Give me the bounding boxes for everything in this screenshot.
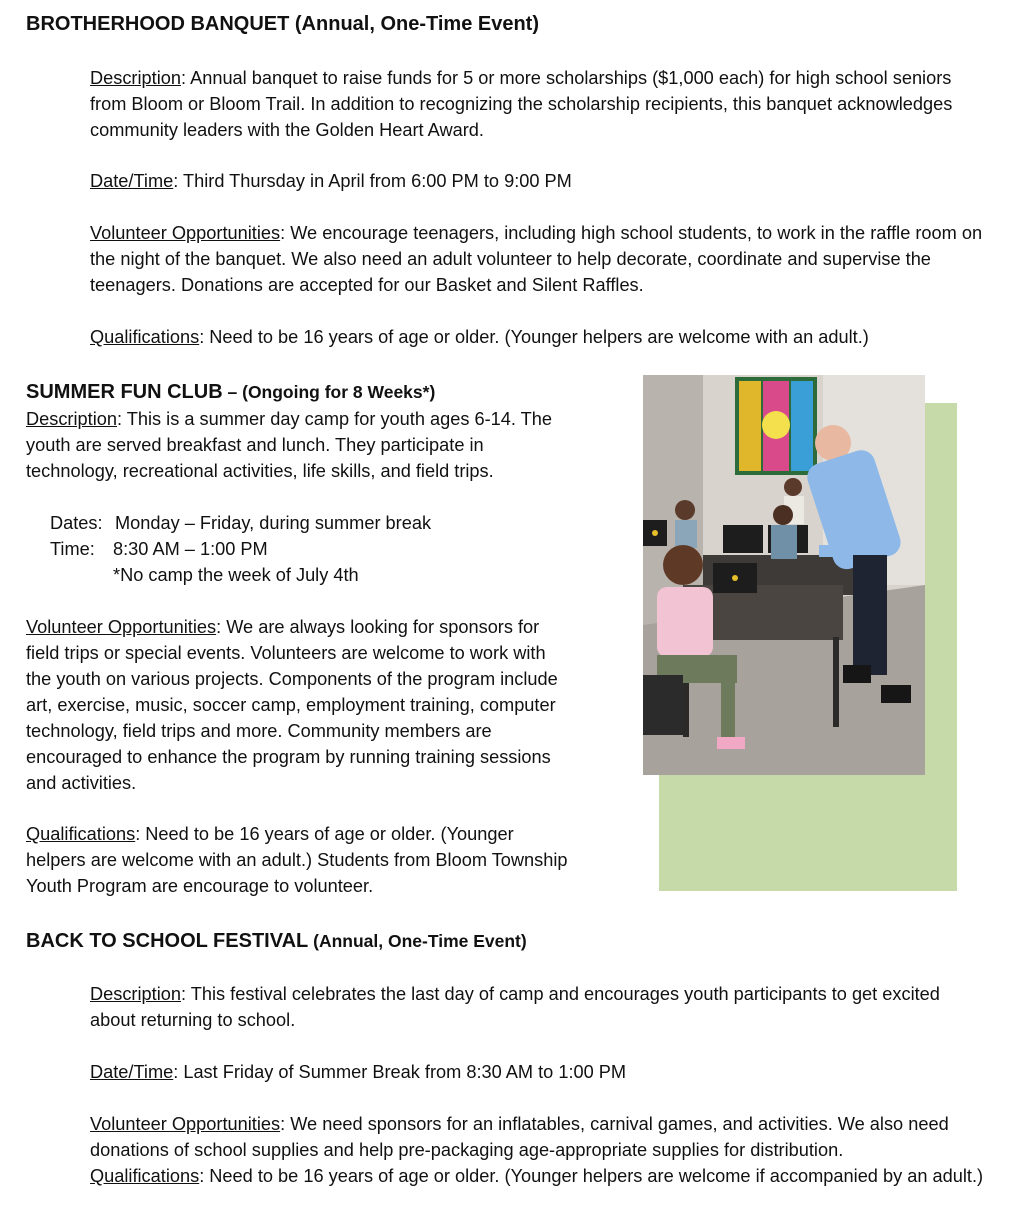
banquet-qualifications-text: : Need to be 16 years of age or older. (Younger helpers are welcome with an adult.): [199, 327, 869, 347]
festival-description-text: : This festival celebrates the last day of camp and encourages youth participants to get excited about returning to school.: [90, 984, 940, 1030]
summer-description: [26, 406, 571, 484]
banquet-description-text: : Annual banquet to raise funds for 5 or more scholarships ($1,000 each) for high school seniors from Bloom or Bloom Trail. In addition to recognizing the scholarship recipients, this banquet acknowledges community leaders with the Golden Heart Award.: [90, 68, 953, 140]
summer-description-label: Description: [26, 409, 117, 429]
summer-volunteer-text: : We are always looking for sponsors for field trips or special events. Volunteers are welcome to work with the youth on various projects. Components of the program include art, exercise, music, soccer camp, employment training, computer technology, field trips and more. Community members are encouraged to enhance the program by running training sessions and activities.: [26, 617, 558, 793]
banquet-volunteer: [90, 220, 990, 298]
summer-qualifications-label: Qualifications: [26, 824, 136, 844]
festival-volunteer-label: Volunteer Opportunities: [90, 1114, 281, 1134]
banquet-datetime-label: Date/Time: [90, 171, 174, 191]
festival-heading: [26, 928, 527, 954]
summer-note: *No camp the week of July 4th: [113, 565, 359, 585]
festival-volunteer-text: : We need sponsors for an inflatables, carnival games, and activities. We also need donations of school supplies and help pre-packaging age-appropriate supplies for distribution.: [90, 1114, 949, 1160]
summer-dates-value: Monday – Friday, during summer break: [115, 513, 432, 533]
summer-description-text: : This is a summer day camp for youth ages 6-14. The youth are served breakfast and lunch. They participate in technology, recreational activities, life skills, and field trips.: [26, 409, 553, 481]
summer-schedule: [50, 510, 570, 588]
summer-time-label: Time:: [50, 539, 95, 559]
banquet-title: BROTHERHOOD BANQUET: [26, 13, 290, 35]
summer-subtitle: – (Ongoing for 8 Weeks*): [222, 382, 436, 402]
summer-qualifications: [26, 821, 571, 899]
summer-dates-label: Dates:: [50, 513, 103, 533]
banquet-datetime: [90, 168, 990, 194]
festival-description: [90, 981, 990, 1033]
festival-datetime: [90, 1059, 990, 1085]
festival-volunteer: [90, 1111, 990, 1189]
festival-qualifications-label: Qualifications: [90, 1166, 200, 1186]
banquet-description-label: Description: [90, 68, 181, 88]
banquet-volunteer-text: : We encourage teenagers, including high school students, to work in the raffle room on the night of the banquet. We also need an adult volunteer to help decorate, coordinate and supervise the teenagers. Donations are accepted for our Basket and Silent Raffles.: [90, 223, 983, 295]
festival-description-label: Description: [90, 984, 181, 1004]
summer-volunteer: [26, 614, 571, 796]
festival-qualifications-text: : Need to be 16 years of age or older. (Younger helpers are welcome if accompanied by an adult.): [199, 1166, 984, 1186]
banquet-description: [90, 65, 990, 143]
summer-time-value: 8:30 AM – 1:00 PM: [113, 539, 268, 559]
summer-title: SUMMER FUN CLUB: [26, 381, 223, 403]
camp-photo: [643, 375, 925, 775]
banquet-datetime-text: : Third Thursday in April from 6:00 PM to 9:00 PM: [173, 171, 572, 191]
banquet-volunteer-label: Volunteer Opportunities: [90, 223, 281, 243]
banquet-heading: [26, 11, 539, 37]
festival-title: BACK TO SCHOOL FESTIVAL: [26, 930, 309, 952]
banquet-qualifications-label: Qualifications: [90, 327, 200, 347]
summer-volunteer-label: Volunteer Opportunities: [26, 617, 217, 637]
summer-qualifications-text: : Need to be 16 years of age or older. (Younger helpers are welcome with an adult.) Students from Bloom Township Youth Program are encourage to volunteer.: [26, 824, 568, 896]
festival-datetime-label: Date/Time: [90, 1062, 174, 1082]
banquet-subtitle: (Annual, One-Time Event): [289, 13, 540, 35]
festival-subtitle: (Annual, One-Time Event): [308, 931, 527, 951]
summer-heading: [26, 379, 435, 405]
festival-datetime-text: : Last Friday of Summer Break from 8:30 AM to 1:00 PM: [173, 1062, 627, 1082]
banquet-qualifications: [90, 324, 990, 350]
